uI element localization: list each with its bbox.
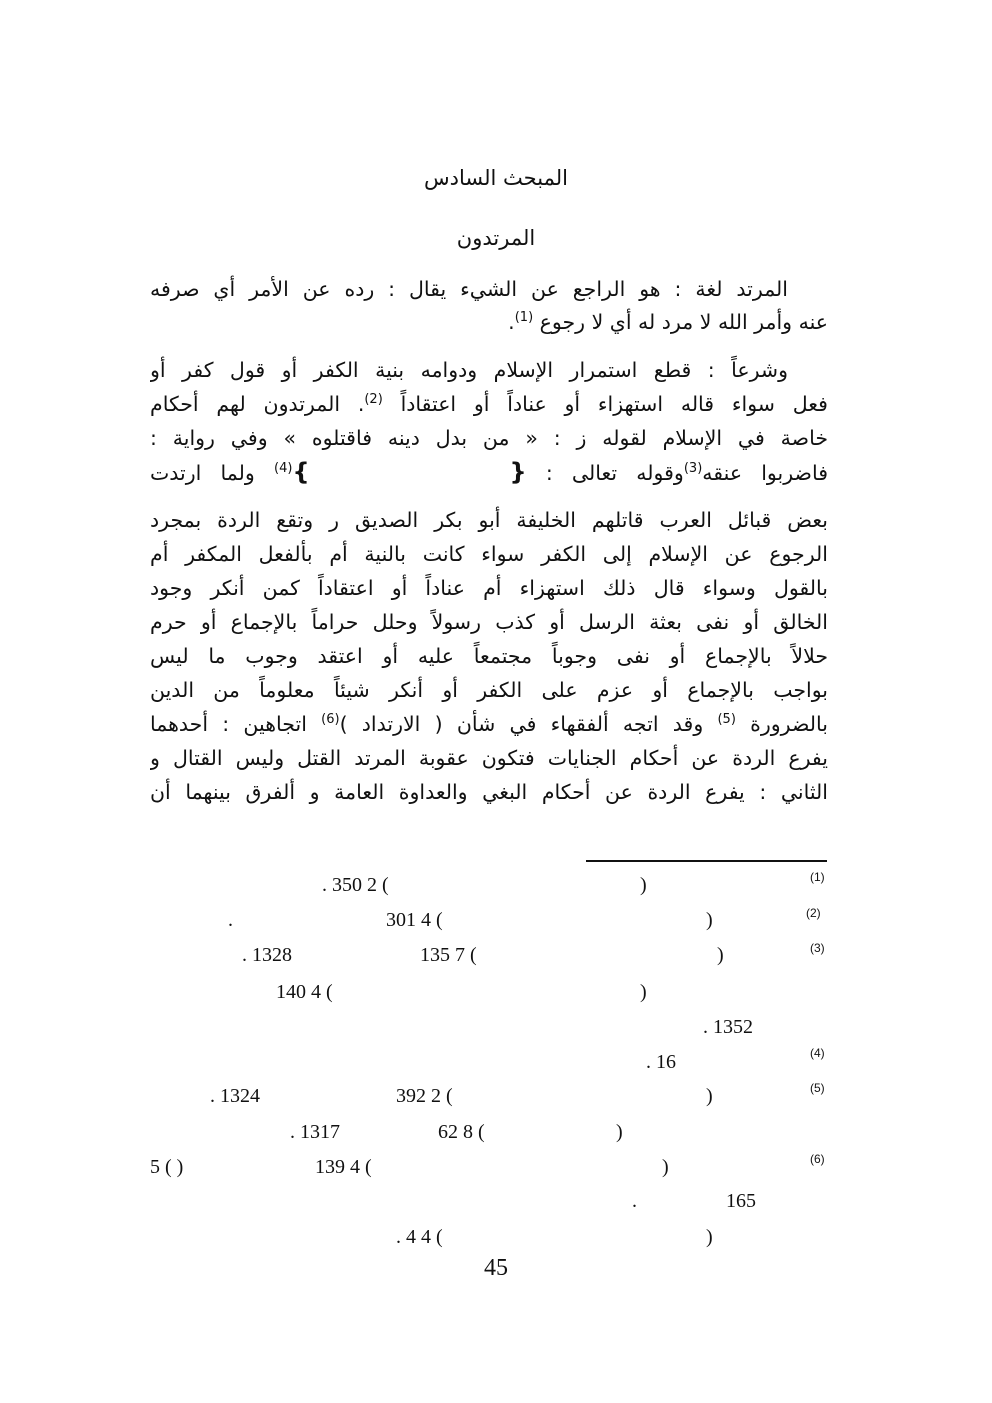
footnote-text: )	[706, 1085, 713, 1107]
quran-brace-close: }	[292, 458, 310, 486]
footnote-text: .	[228, 909, 233, 931]
text-span: وقد اتجه ألفقهاء في شأن ( الارتداد )	[339, 712, 704, 736]
footnote-text: )	[616, 1121, 623, 1143]
text-span: وشرعاً : قطع استمرار الإسلام ودوامه بنية الكفر أو قول كفر أو	[150, 358, 788, 382]
text-span: بواجب بالإجماع أو عزم على الكفر أو أنكر شيئاً معلوماً من الدين	[150, 678, 828, 702]
footnote-text: 301 4 (	[386, 909, 443, 931]
text-span: حلالاً بالإجماع أو نفى وجوباً مجتمعاً عليه أو اعتقد وجوب ما ليس	[150, 644, 828, 668]
text-span: الرجوع عن الإسلام إلى الكفر سواء كانت بالنية أم بألفعل المكفر أم	[150, 542, 828, 566]
body-line	[150, 741, 828, 775]
footnote-text: )	[706, 1226, 713, 1248]
footnote-ref: (4)	[274, 461, 293, 477]
text-span: يفرع الردة عن أحكام الجنايات فتكون عقوبة المرتد القتل وليس القتال و	[150, 746, 828, 770]
body-line	[150, 571, 828, 605]
body-line	[150, 272, 828, 306]
footnote-number: (3)	[810, 941, 825, 955]
footnote-ref: (5)	[717, 712, 736, 728]
footnote-text: )	[662, 1156, 669, 1178]
footnote-text: . 1352	[703, 1016, 753, 1038]
text-span: بالضرورة	[750, 712, 828, 736]
text-span: فاضربوا عنقه	[702, 461, 828, 485]
footnote-text: 140 4 (	[276, 981, 333, 1003]
body-line	[150, 707, 828, 741]
body-line	[150, 455, 828, 489]
footnote-ref: (2)	[364, 392, 383, 408]
footnote-text: . 1317	[290, 1121, 340, 1143]
body-line	[150, 605, 828, 639]
footnote-number: (5)	[810, 1081, 825, 1095]
body-line	[150, 673, 828, 707]
footnote-text: . 350 2 (	[322, 874, 389, 896]
body-line	[150, 353, 828, 387]
quran-brace-open: {	[509, 458, 527, 486]
text-span: المرتدون لهم أحكام	[150, 392, 341, 416]
text-span: الخالق أو نفى بعثة الرسل أو كذب رسولاً وحلل حراماً بالإجماع أو حرم	[150, 610, 828, 634]
text-span: بعض قبائل العرب قاتلهم الخليفة أبو بكر الصديق ر وتقع الردة بمجرد	[150, 508, 828, 532]
footnote-text: . 4 4 (	[396, 1226, 443, 1248]
footnote-text: 135 7 (	[420, 944, 477, 966]
section-heading: المبحث السادس	[424, 166, 568, 190]
footnote-number: (4)	[810, 1046, 825, 1060]
footnote-text: 62 8 (	[438, 1121, 485, 1143]
body-line	[150, 537, 828, 571]
text-span: ولما ارتدت	[150, 461, 255, 485]
footnote-number: (1)	[810, 870, 825, 884]
text-span: اتجاهين : أحدهما	[150, 712, 307, 736]
footnote-text: . 1324	[210, 1085, 260, 1107]
footnote-text: . 16	[646, 1051, 676, 1073]
text-span: الثاني : يفرع الردة عن أحكام البغي والعداوة العامة و ألفرق بينهما أن	[150, 780, 828, 804]
text-span: فعل سواء قاله استهزاء أو عناداً أو اعتقاداً	[400, 392, 828, 416]
body-line: عنه وأمر الله لا مرد له أي لا رجوع $^{(1)}$.	[508, 310, 828, 334]
body-line	[150, 503, 828, 537]
text-span: عنه وأمر الله لا مرد له أي لا رجوع	[539, 310, 828, 334]
text-span: وقوله تعالى :	[545, 461, 684, 485]
text-span: المرتد لغة : هو الراجع عن الشيء يقال : رده عن الأمر أي صرفه	[150, 277, 788, 301]
footnote-ref: (1)	[514, 310, 534, 326]
footnote-ref: (6)	[321, 712, 340, 728]
footnote-text: .	[632, 1190, 637, 1212]
footnote-text: )	[640, 981, 647, 1003]
footnote-number: (2)	[806, 906, 821, 920]
footnote-text: )	[640, 874, 647, 896]
footnote-text: 392 2 (	[396, 1085, 453, 1107]
text-span: خاصة في الإسلام لقوله ز : « من بدل دينه فاقتلوه » وفي رواية :	[150, 426, 828, 450]
page-number: 45	[484, 1255, 508, 1281]
footnote-text: 165	[726, 1190, 756, 1212]
body-line	[150, 775, 828, 809]
text-span: بالقول وسواء قال ذلك استهزاء أم عناداً أو اعتقاداً كمن أنكر وجود	[150, 576, 828, 600]
footnote-ref: (3)	[683, 461, 703, 477]
body-line	[150, 421, 828, 455]
footnote-number: (6)	[810, 1152, 825, 1166]
section-subheading: المرتدون	[456, 226, 536, 250]
body-line	[150, 639, 828, 673]
footnote-text: . 1328	[242, 944, 292, 966]
footnote-separator	[586, 860, 827, 862]
footnote-text: )	[717, 944, 724, 966]
body-line: فعل سواء قاله استهزاء أو عناداً أو اعتقاداً $^{(2)}$. المرتدون لهم أحكام	[150, 392, 828, 416]
footnote-text: 139 4 (	[315, 1156, 372, 1178]
footnote-text: )	[706, 909, 713, 931]
footnote-text: 5 ( )	[150, 1156, 184, 1178]
